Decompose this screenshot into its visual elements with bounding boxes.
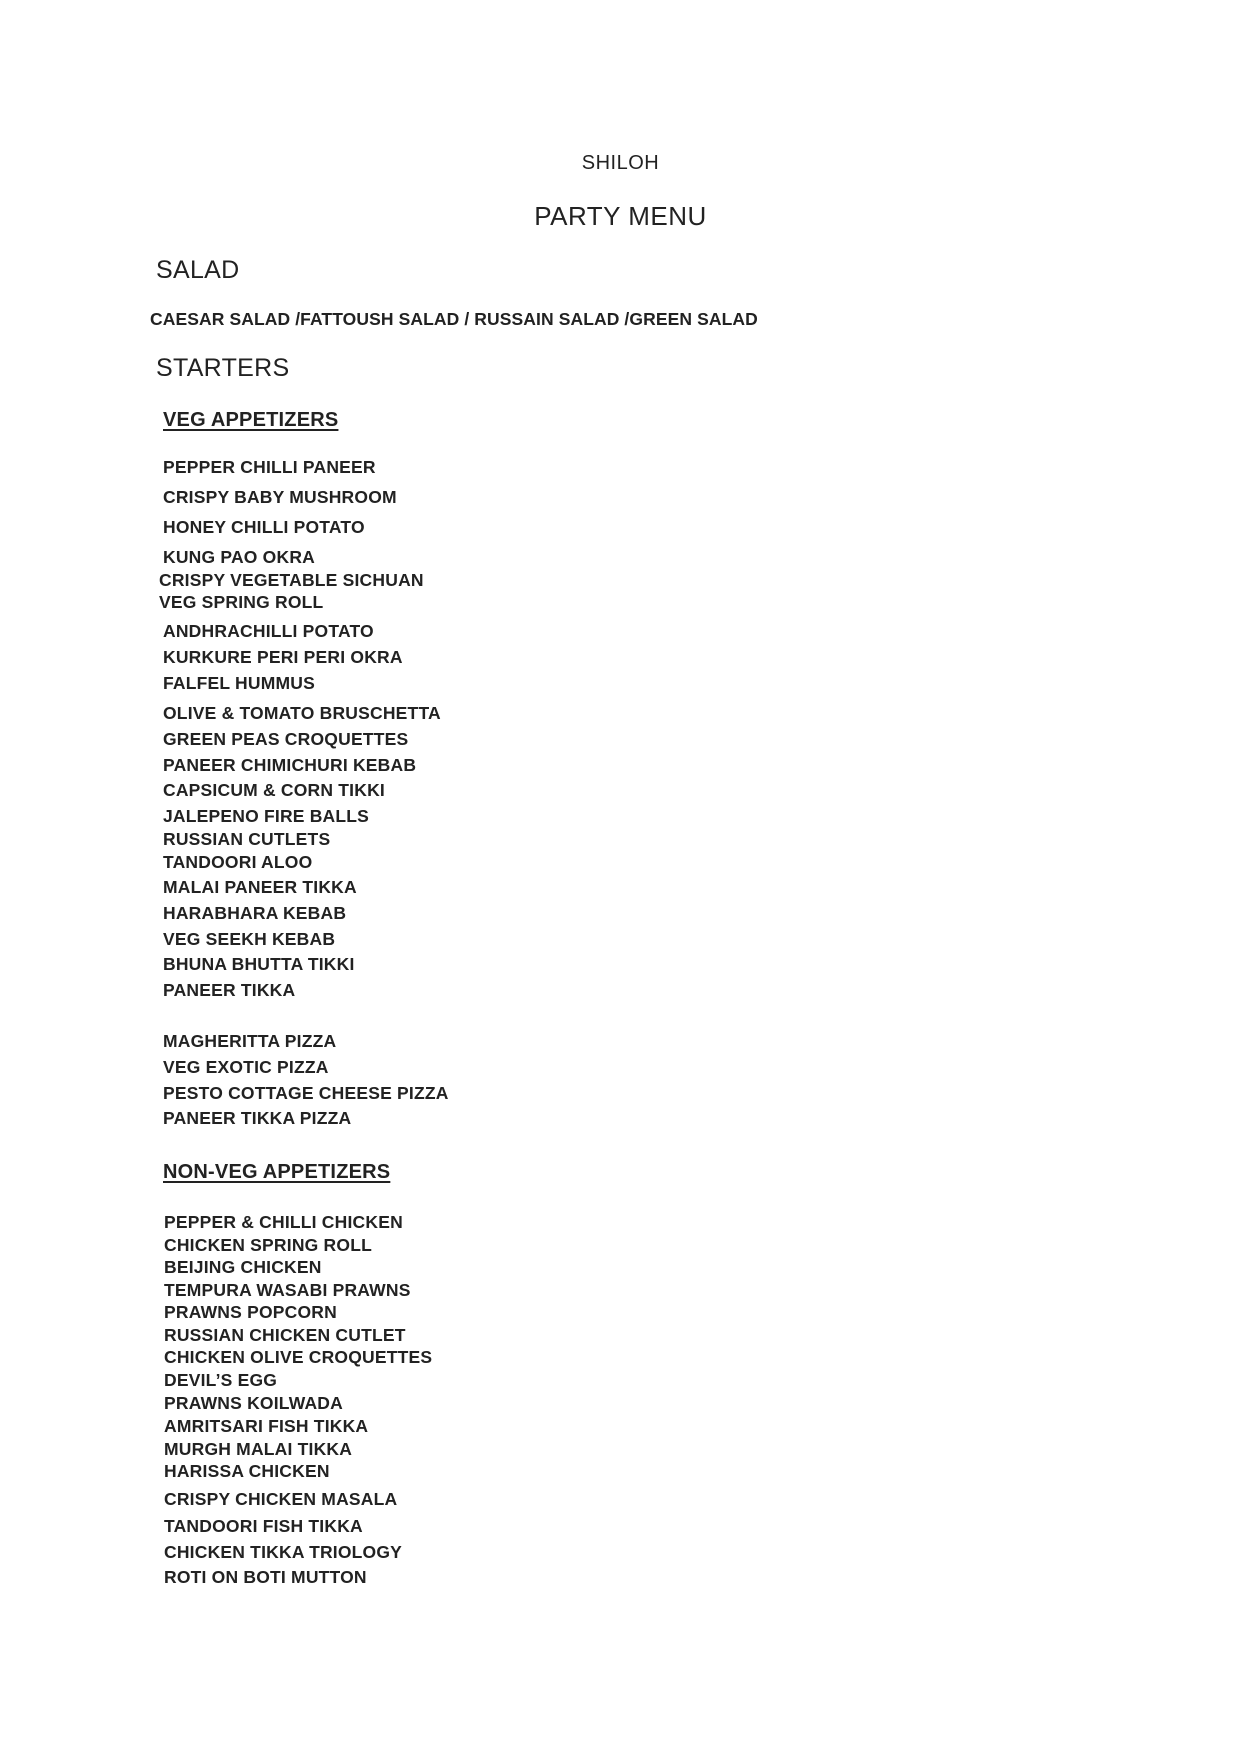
non-veg-item: BEIJING CHICKEN	[164, 1257, 322, 1277]
veg-item: JALEPENO FIRE BALLS	[163, 806, 370, 826]
non-veg-item: HARISSA CHICKEN	[164, 1461, 330, 1481]
salad-heading: SALAD	[156, 256, 240, 284]
veg-item: KURKURE PERI PERI OKRA	[163, 647, 403, 667]
non-veg-item: PRAWNS KOILWADA	[164, 1393, 343, 1413]
restaurant-name: SHILOH	[581, 152, 660, 174]
non-veg-item: TANDOORI FISH TIKKA	[164, 1516, 363, 1536]
veg-item: CAPSICUM & CORN TIKKI	[163, 780, 385, 800]
starters-heading: STARTERS	[156, 354, 290, 382]
veg-item: PANEER CHIMICHURI KEBAB	[163, 755, 417, 775]
non-veg-item: CRISPY CHICKEN MASALA	[164, 1489, 398, 1509]
veg-item: CRISPY VEGETABLE SICHUAN	[159, 570, 424, 590]
veg-item: PEPPER CHILLI PANEER	[163, 457, 376, 477]
veg-appetizers-heading: VEG APPETIZERS	[163, 409, 339, 431]
non-veg-item: RUSSIAN CHICKEN CUTLET	[164, 1325, 406, 1345]
non-veg-appetizers-heading: NON-VEG APPETIZERS	[163, 1161, 391, 1183]
non-veg-item: CHICKEN TIKKA TRIOLOGY	[164, 1542, 403, 1562]
non-veg-item: PRAWNS POPCORN	[164, 1302, 337, 1322]
veg-item: VEG SPRING ROLL	[159, 592, 324, 612]
veg-item: TANDOORI ALOO	[163, 852, 313, 872]
pizza-item: MAGHERITTA PIZZA	[163, 1031, 337, 1051]
veg-item: MALAI PANEER TIKKA	[163, 877, 357, 897]
veg-item: KUNG PAO OKRA	[163, 547, 315, 567]
veg-item: VEG SEEKH KEBAB	[163, 929, 336, 949]
veg-item: CRISPY BABY MUSHROOM	[163, 487, 397, 507]
non-veg-item: CHICKEN SPRING ROLL	[164, 1235, 372, 1255]
non-veg-item: ROTI ON BOTI MUTTON	[164, 1567, 367, 1587]
veg-item: PANEER TIKKA	[163, 980, 296, 1000]
non-veg-item: PEPPER & CHILLI CHICKEN	[164, 1212, 403, 1232]
veg-item: BHUNA BHUTTA TIKKI	[163, 954, 355, 974]
non-veg-item: DEVIL’S EGG	[164, 1370, 278, 1390]
veg-item: HONEY CHILLI POTATO	[163, 517, 365, 537]
veg-item: GREEN PEAS CROQUETTES	[163, 729, 409, 749]
non-veg-item: MURGH MALAI TIKKA	[164, 1439, 353, 1459]
pizza-item: VEG EXOTIC PIZZA	[163, 1057, 329, 1077]
veg-item: RUSSIAN CUTLETS	[163, 829, 331, 849]
non-veg-item: TEMPURA WASABI PRAWNS	[164, 1280, 411, 1300]
non-veg-item: AMRITSARI FISH TIKKA	[164, 1416, 369, 1436]
veg-item: FALFEL HUMMUS	[163, 673, 315, 693]
veg-item: ANDHRACHILLI POTATO	[163, 621, 374, 641]
veg-item: OLIVE & TOMATO BRUSCHETTA	[163, 703, 441, 723]
pizza-item: PANEER TIKKA PIZZA	[163, 1108, 352, 1128]
salad-items-line: CAESAR SALAD /FATTOUSH SALAD / RUSSAIN SALAD /GREEN SALAD	[150, 309, 758, 329]
veg-item: HARABHARA KEBAB	[163, 903, 347, 923]
menu-title: PARTY MENU	[534, 201, 707, 231]
pizza-item: PESTO COTTAGE CHEESE PIZZA	[163, 1083, 449, 1103]
non-veg-item: CHICKEN OLIVE CROQUETTES	[164, 1347, 433, 1367]
